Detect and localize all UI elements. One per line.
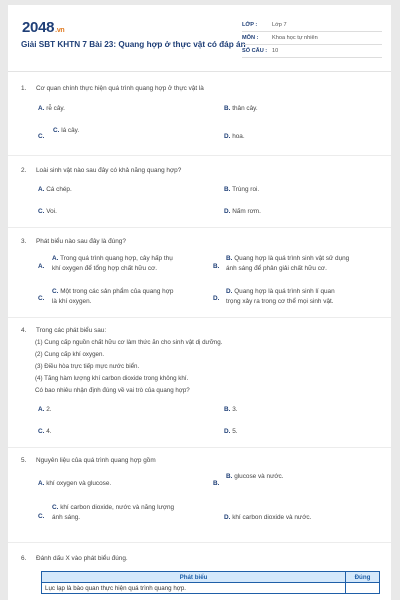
q3-option-b[interactable]: B. Quang hợp là quá trình sinh vật sử dụng ánh sáng để phân giải chất hữu cơ. bbox=[226, 255, 350, 272]
document-header bbox=[8, 5, 391, 67]
table-row bbox=[42, 583, 380, 594]
q1-option-b[interactable]: B. thân cây. bbox=[224, 105, 258, 112]
q3-option-c[interactable]: C. Một trong các sản phẩm của quang hợp là khí oxygen. bbox=[52, 288, 174, 305]
header-divider bbox=[8, 71, 391, 72]
meta-class: LỚP : Lớp 7 bbox=[242, 19, 382, 32]
question-text: Loài sinh vật nào sau đây có khả năng quang hợp? bbox=[36, 167, 182, 174]
q4-option-a[interactable]: A. 2. bbox=[38, 406, 52, 413]
q5-option-d[interactable]: D. khí carbon dioxide và nước. bbox=[224, 514, 312, 521]
q2-option-b[interactable]: B. Trùng roi. bbox=[224, 186, 260, 193]
q1-option-c-letter: C. bbox=[38, 133, 45, 140]
document-page: 2048.vn Giải SBT KHTN 7 Bài 23: Quang hợp ở thực vật có đáp án LỚP : Lớp 7 MÔN : Khoa học tự nhiên SỐ CÂU : 10 1. Cơ quan chính thực hiện quá trình quang hợp ở thực vật là A. rễ cây. B. thân cây. C. C. lá cây. D. hoa. 2. Loài sinh vật nào sau đây có khả năng quang hợp? A. Cá chép. B. Trùng roi. C. Voi. D. Nấm rơm. 3. Phát biểu nào sau đây là đúng? A. A. Trong quá trình quang hợp, cây hấp thụ khí oxygen để tổng hợp chất hữu cơ. B. B. Quang hợp là quá trình sinh vật sử dụng ánh sáng để phân giải chất hữu cơ. C. C. Một trong các sản phẩm của quang hợp là khí oxygen. D. D. Quang hợp là quá trình sinh lí quan trọng xảy ra trong cơ thể mọi sinh vật. 4. Trong các phát biểu sau: (1) Cung cấp nguồn chất hữu cơ làm thức ăn cho sinh vật dị dưỡng. (2) Cung cấp khí oxygen. (3) Điều hòa trực tiếp mực nước biển. (4) Tăng hàm lượng khí carbon dioxide trong không khí. Có bao nhiêu nhận định đúng về vai trò của quang hợp? A. 2. B. 3. C. 4. D. 5. 5. Nguyên liệu của quá trình quang hợp gồm A. khí oxygen và glucose. B. B. glucose và nước. C. khí carbon dioxide, nước và năng lượng ánh sáng. C. D. khí carbon dioxide và nước. 6. Đánh dấu X vào phát biểu đúng. Phát biểu Đúng Lục lạp là bào quan thực hiện quá trình quang hợp. bbox=[8, 5, 391, 600]
statement-question: Có bao nhiêu nhận định đúng về vai trò của quang hợp? bbox=[35, 387, 190, 394]
meta-info bbox=[242, 19, 382, 58]
question-divider bbox=[8, 155, 391, 156]
meta-subject: MÔN : Khoa học tự nhiên bbox=[242, 32, 382, 45]
page-title: Giải SBT KHTN 7 Bài 23: Quang hợp ở thực vật có đáp án bbox=[21, 40, 246, 49]
meta-count: SỐ CÂU : 10 bbox=[242, 45, 382, 58]
q3-option-d[interactable]: D. Quang hợp là quá trình sinh lí quan trọng xảy ra trong cơ thể mọi sinh vật. bbox=[226, 288, 335, 305]
question-divider bbox=[8, 542, 391, 543]
question-text: Phát biểu nào sau đây là đúng? bbox=[36, 238, 126, 245]
q1-option-a[interactable]: A. rễ cây. bbox=[38, 105, 65, 112]
q1-option-d[interactable]: D. hoa. bbox=[224, 133, 245, 140]
q5-option-a[interactable]: A. khí oxygen và glucose. bbox=[38, 480, 112, 487]
q4-option-c[interactable]: C. 4. bbox=[38, 428, 52, 435]
q4-option-b[interactable]: B. 3. bbox=[224, 406, 238, 413]
q5-option-c[interactable]: C. khí carbon dioxide, nước và năng lượng ánh sáng. bbox=[52, 504, 175, 521]
statement-3: (3) Điều hòa trực tiếp mực nước biển. bbox=[35, 363, 140, 370]
q5-option-b[interactable]: B. glucose và nước. bbox=[226, 473, 284, 480]
statement-cell: Lục lạp là bào quan thực hiện quá trình quang hợp. bbox=[42, 583, 346, 594]
q4-option-d[interactable]: D. 5. bbox=[224, 428, 238, 435]
column-header-statement: Phát biểu bbox=[42, 572, 346, 583]
true-false-table bbox=[41, 571, 380, 594]
statement-2: (2) Cung cấp khí oxygen. bbox=[35, 351, 105, 358]
statement-4: (4) Tăng hàm lượng khí carbon dioxide trong không khí. bbox=[35, 375, 189, 382]
question-text: Đánh dấu X vào phát biểu đúng. bbox=[36, 555, 128, 562]
question-text: Cơ quan chính thực hiện quá trình quang hợp ở thực vật là bbox=[36, 85, 204, 92]
question-text: Trong các phát biểu sau: bbox=[36, 327, 107, 334]
q2-option-c[interactable]: C. Voi. bbox=[38, 208, 57, 215]
statement-1: (1) Cung cấp nguồn chất hữu cơ làm thức ăn cho sinh vật dị dưỡng. bbox=[35, 339, 223, 346]
question-divider bbox=[8, 447, 391, 448]
mark-cell[interactable] bbox=[346, 583, 380, 594]
question-divider bbox=[8, 227, 391, 228]
question-text: Nguyên liệu của quá trình quang hợp gồm bbox=[36, 457, 156, 464]
column-header-correct: Đúng bbox=[346, 572, 380, 583]
question-divider bbox=[8, 317, 391, 318]
q3-option-a[interactable]: A. Trong quá trình quang hợp, cây hấp thụ khí oxygen để tổng hợp chất hữu cơ. bbox=[52, 255, 173, 272]
site-logo[interactable]: 2048.vn bbox=[22, 19, 65, 36]
q1-option-c[interactable]: C. lá cây. bbox=[53, 127, 80, 134]
q2-option-d[interactable]: D. Nấm rơm. bbox=[224, 208, 261, 215]
q2-option-a[interactable]: A. Cá chép. bbox=[38, 186, 72, 193]
